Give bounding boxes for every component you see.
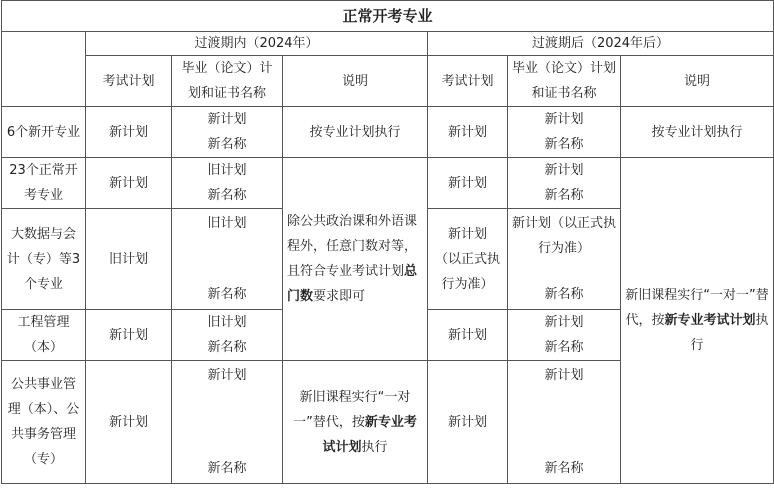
header-exam-plan-after: 考试计划 [428, 56, 508, 107]
exam-plan-cell: 新计划 [428, 158, 508, 209]
table-row [2, 107, 774, 158]
certificate-name-line: 新名称 [207, 461, 247, 476]
thesis-plan-line: 旧计划 [207, 315, 247, 330]
major-name: 23个正常开考专业 [2, 158, 86, 209]
section-during: 过渡期内（2024年） [86, 32, 428, 56]
thesis-plan-cell [172, 310, 283, 361]
thesis-plan-line: 新计划（以正式执行为准） [512, 216, 617, 256]
exam-plan-line: 新计划 [447, 226, 487, 242]
certificate-name-line: 新名称 [544, 340, 584, 355]
note-text-bold: 新专业考试计划 [664, 313, 756, 328]
note-text: 要求即可 [313, 289, 366, 304]
thesis-plan-line: 新计划 [544, 163, 584, 178]
thesis-plan-cell [172, 107, 283, 158]
exam-plan-cell: 新计划 [86, 361, 172, 484]
note-text: 新旧课程实行“一对一”替代，按 [625, 288, 769, 328]
thesis-plan-cell [172, 361, 283, 484]
note-text-bold: 总门数 [287, 264, 418, 304]
note-text-bold: 新专业考试计划 [322, 414, 417, 455]
exam-plan-remark: （以正式执行为准） [434, 251, 500, 292]
exam-plan-cell: 新计划 [428, 107, 508, 158]
header-thesis-plan-after: 毕业（论文）计划和证书名称 [508, 56, 621, 107]
section-after: 过渡期后（2024年后） [428, 32, 774, 56]
thesis-plan-line: 新计划 [207, 112, 247, 127]
major-name: 工程管理（本） [2, 310, 86, 361]
thesis-plan-line: 旧计划 [207, 216, 247, 231]
note-text: 执行 [690, 313, 769, 353]
thesis-plan-cell [508, 310, 621, 361]
table-row [2, 158, 774, 209]
thesis-plan-line: 新计划 [544, 368, 584, 383]
thesis-plan-cell [172, 209, 283, 310]
header-thesis-plan-during: 毕业（论文）计划和证书名称 [172, 56, 283, 107]
header-exam-plan-during: 考试计划 [86, 56, 172, 107]
certificate-name-line: 新名称 [544, 188, 584, 203]
merged-note-after [621, 158, 774, 484]
exam-plan-cell: 新计划 [428, 310, 508, 361]
note-cell: 按专业计划执行 [283, 107, 428, 158]
certificate-name-line: 新名称 [207, 340, 247, 355]
major-name: 大数据与会计（专）等3个专业 [2, 209, 86, 310]
certificate-name-line: 新名称 [544, 461, 584, 476]
exam-plan-cell: 新计划 [86, 310, 172, 361]
thesis-plan-cell [508, 361, 621, 484]
note-cell [283, 361, 428, 484]
majors-table [1, 0, 774, 484]
thesis-plan-cell [508, 158, 621, 209]
corner-cell [2, 32, 86, 107]
note-text: 除公共政治课和外语课程外，任意门数对等，且符合专业考试计划 [287, 214, 418, 279]
thesis-plan-line: 新计划 [544, 315, 584, 330]
thesis-plan-cell [508, 209, 621, 310]
note-text: 执行 [361, 439, 388, 455]
thesis-plan-cell [508, 107, 621, 158]
exam-plan-cell: 新计划 [86, 107, 172, 158]
major-name: 6个新开专业 [2, 107, 86, 158]
header-note-during: 说明 [283, 56, 428, 107]
table-title: 正常开考专业 [2, 1, 774, 32]
certificate-name-line: 新名称 [207, 137, 247, 152]
thesis-plan-line: 新计划 [207, 368, 247, 383]
certificate-name-line: 新名称 [544, 287, 584, 302]
exam-plan-cell [428, 209, 508, 310]
exam-plan-cell: 新计划 [86, 158, 172, 209]
note-cell: 按专业计划执行 [621, 107, 774, 158]
note-text: 新旧课程实行“一对一”替代，按 [293, 389, 411, 430]
thesis-plan-cell [172, 158, 283, 209]
thesis-plan-line: 新计划 [544, 112, 584, 127]
exam-plan-cell: 旧计划 [86, 209, 172, 310]
major-name: 公共事业管理（本）、公共事务管理（专） [2, 361, 86, 484]
certificate-name-line: 新名称 [544, 137, 584, 152]
certificate-name-line: 新名称 [207, 188, 247, 203]
certificate-name-line: 新名称 [207, 287, 247, 302]
exam-plan-cell: 新计划 [428, 361, 508, 484]
merged-note-during [283, 158, 428, 361]
header-note-after: 说明 [621, 56, 774, 107]
thesis-plan-line: 旧计划 [207, 163, 247, 178]
